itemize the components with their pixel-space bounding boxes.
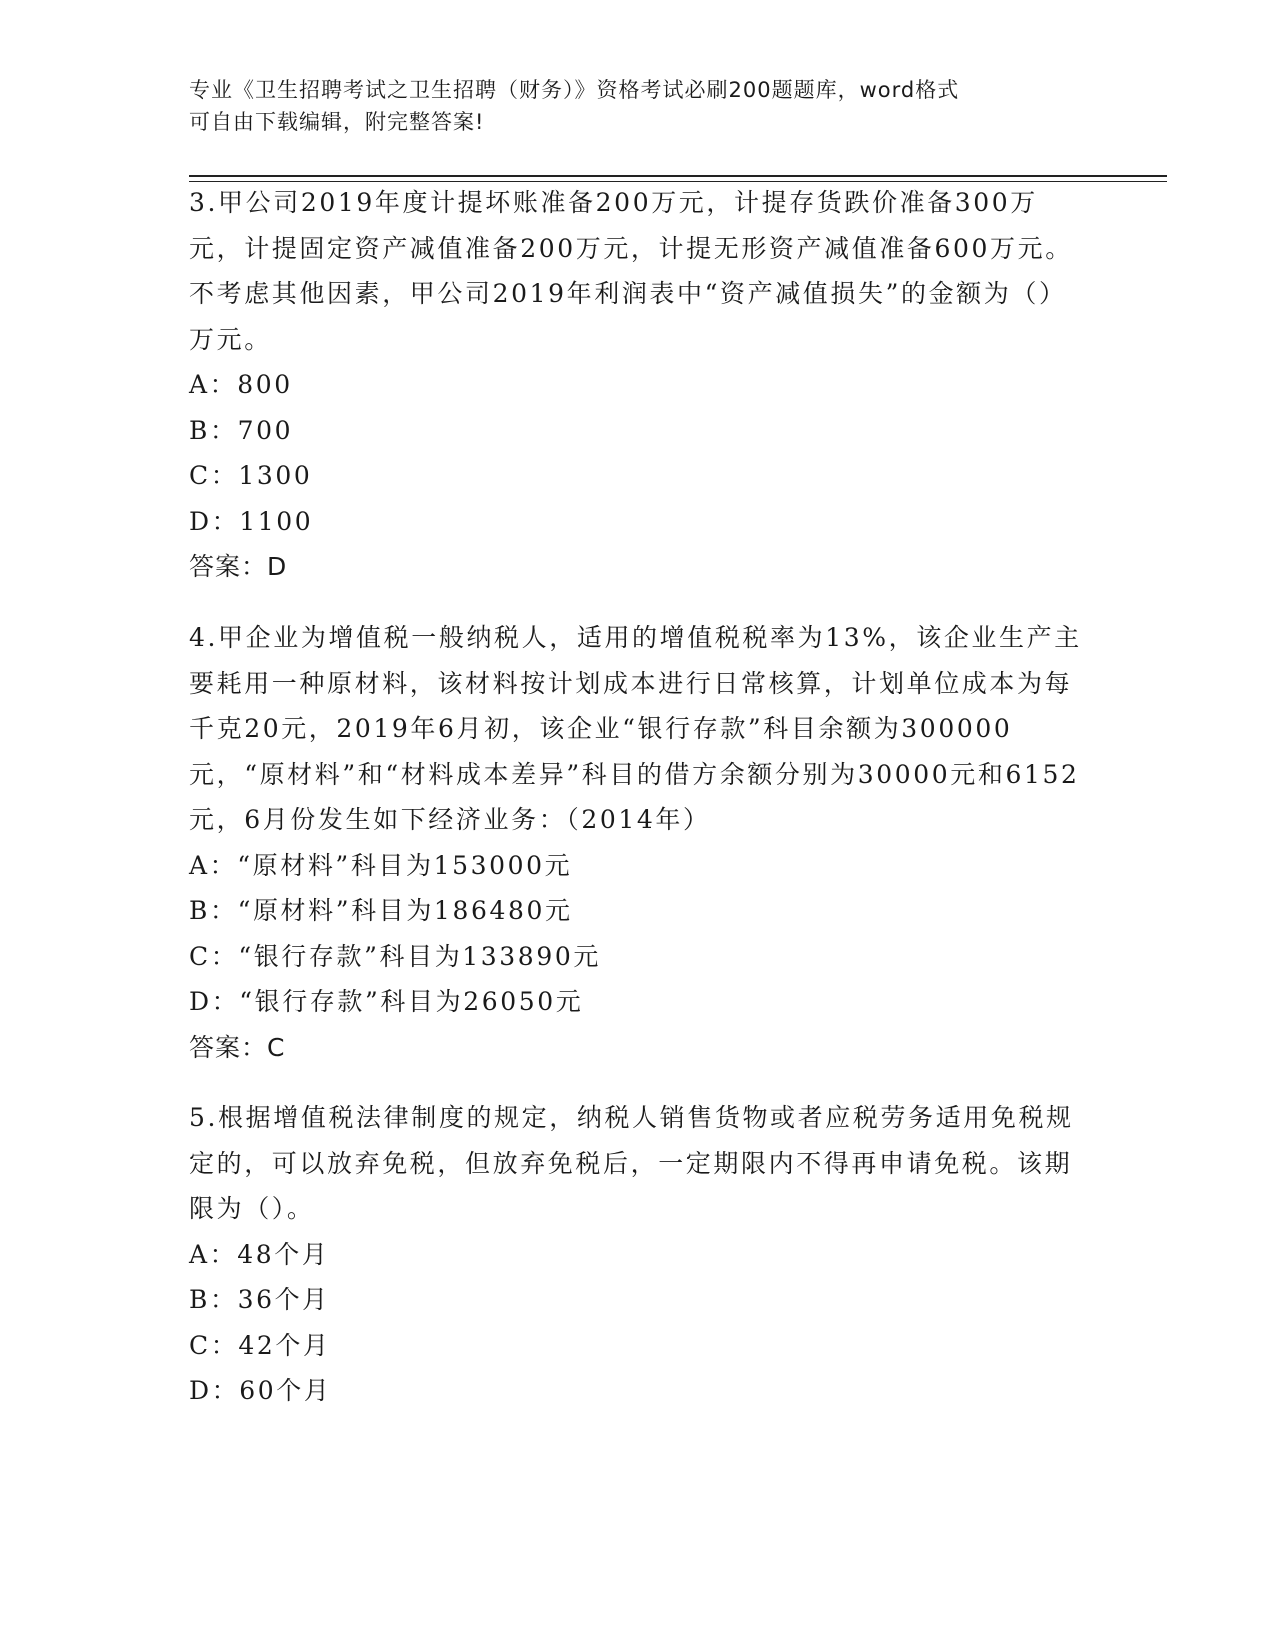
answer-line: 答案：C — [189, 1032, 286, 1062]
option-d: D：“银行存款”科目为26050元 — [189, 987, 584, 1016]
question-4 — [189, 615, 1089, 1070]
option-a: A：48个月 — [189, 1239, 330, 1269]
answer-line: 答案：D — [189, 552, 288, 581]
header-line-2: 可自由下载编辑，附完整答案! — [189, 110, 485, 134]
question-stem: 5.根据增值税法律制度的规定，纳税人销售货物或者应税劳务适用免税规定的，可以放弃免税，但放弃免税后，一定期限内不得再申请免税。该期限为（）。 — [189, 1103, 1074, 1223]
option-c: C：“银行存款”科目为133890元 — [189, 941, 601, 971]
option-list — [189, 362, 1089, 544]
option-b: B：36个月 — [189, 1285, 330, 1314]
option-a: A：“原材料”科目为153000元 — [189, 850, 573, 880]
question-stem: 4.甲企业为增值税一般纳税人，适用的增值税税率为13%，该企业生产主要耗用一种原材料，该材料按计划成本进行日常核算，计划单位成本为每千克20元，2019年6月初，该企业“银行存款”科目余额为300000元，“原材料”和“材料成本差异”科目的借方余额分别为30000元和6152元，6月份发生如下经济业务：（2014年） — [189, 623, 1082, 834]
question-3 — [189, 180, 1089, 590]
header-divider-thick — [189, 175, 1167, 177]
option-list — [189, 1232, 1089, 1414]
option-b: B：“原材料”科目为186480元 — [189, 896, 573, 925]
option-d: D：60个月 — [189, 1376, 332, 1405]
option-list — [189, 843, 1089, 1025]
option-c: C：1300 — [189, 461, 313, 490]
option-c: C：42个月 — [189, 1330, 331, 1360]
option-a: A：800 — [189, 370, 293, 399]
header-line-1: 专业《卫生招聘考试之卫生招聘（财务）》资格考试必刷200题题库，word格式 — [189, 78, 960, 102]
question-5 — [189, 1095, 1089, 1414]
question-stem: 3.甲公司2019年度计提坏账准备200万元，计提存货跌价准备300万元，计提固定资产减值准备200万元，计提无形资产减值准备600万元。不考虑其他因素，甲公司2019年利润表中“资产减值损失”的金额为（）万元。 — [189, 188, 1073, 354]
option-d: D：1100 — [189, 506, 314, 536]
document-header — [189, 74, 1089, 138]
option-b: B：700 — [189, 415, 294, 445]
